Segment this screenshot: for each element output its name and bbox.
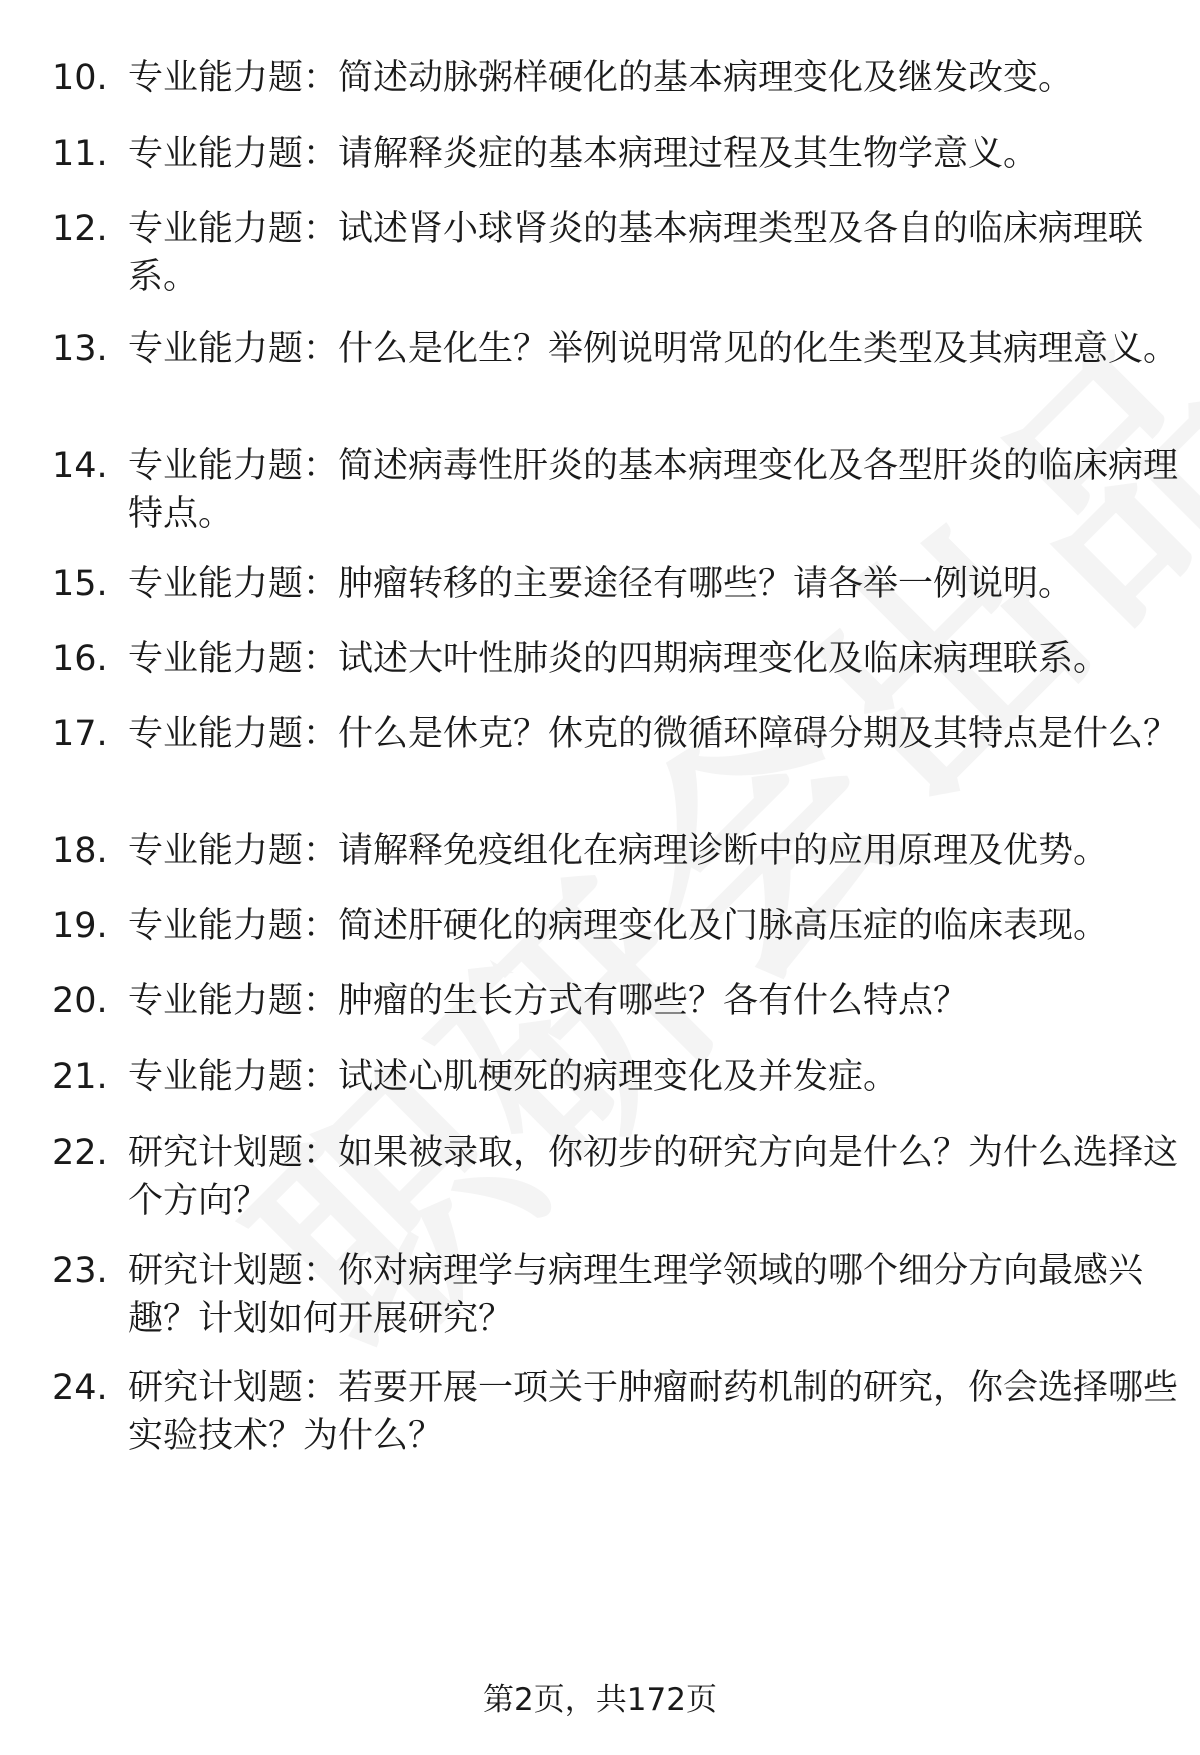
question-number: 12. [52,209,108,249]
question-item [52,635,1152,683]
question-number: 10. [52,58,108,98]
question-number: 17. [52,714,108,754]
question-item [52,54,1152,102]
question-number: 13. [52,329,108,369]
question-text: 专业能力题：请解释免疫组化在病理诊断中的应用原理及优势。 [128,831,1109,871]
question-text: 专业能力题：请解释炎症的基本病理过程及其生物学意义。 [128,134,1039,174]
question-number: 14. [52,446,108,486]
question-number: 22. [52,1133,108,1173]
question-item [52,902,1152,950]
question-item [52,325,1179,373]
question-number: 23. [52,1251,108,1291]
question-item [52,1247,1152,1343]
question-item [52,1129,1179,1225]
question-number: 18. [52,831,108,871]
question-item [52,1053,1152,1101]
question-number: 11. [52,134,108,174]
question-item [52,1364,1179,1460]
question-item [52,977,1152,1025]
question-text: 专业能力题：试述大叶性肺炎的四期病理变化及临床病理联系。 [128,639,1109,679]
question-text: 专业能力题：简述动脉粥样硬化的基本病理变化及继发改变。 [128,58,1074,98]
question-text: 专业能力题：试述肾小球肾炎的基本病理类型及各自的临床病理联系。 [128,209,1144,297]
question-item [52,710,1179,758]
page-number-footer: 第2页，共172页 [483,1682,717,1718]
question-number: 19. [52,906,108,946]
question-text: 专业能力题：肿瘤的生长方式有哪些？各有什么特点？ [128,981,969,1021]
question-text: 专业能力题：简述病毒性肝炎的基本病理变化及各型肝炎的临床病理特点。 [128,446,1179,534]
question-text: 专业能力题：什么是休克？休克的微循环障碍分期及其特点是什么？ [128,714,1179,754]
question-item [52,827,1152,875]
question-item [52,442,1179,538]
question-text: 专业能力题：简述肝硬化的病理变化及门脉高压症的临床表现。 [128,906,1109,946]
question-number: 16. [52,639,108,679]
question-number: 20. [52,981,108,1021]
question-number: 15. [52,564,108,604]
question-item [52,130,1152,178]
question-item [52,560,1152,608]
question-text: 专业能力题：肿瘤转移的主要途径有哪些？请各举一例说明。 [128,564,1074,604]
question-text: 专业能力题：试述心肌梗死的病理变化及并发症。 [128,1057,899,1097]
question-text: 专业能力题：什么是化生？举例说明常见的化生类型及其病理意义。 [128,329,1179,369]
question-number: 21. [52,1057,108,1097]
question-text: 研究计划题：如果被录取，你初步的研究方向是什么？为什么选择这个方向？ [128,1133,1179,1221]
question-text: 研究计划题：若要开展一项关于肿瘤耐药机制的研究，你会选择哪些实验技术？为什么？ [128,1368,1179,1456]
question-item [52,205,1152,301]
question-text: 研究计划题：你对病理学与病理生理学领域的哪个细分方向最感兴趣？计划如何开展研究？ [128,1251,1144,1339]
question-number: 24. [52,1368,108,1408]
